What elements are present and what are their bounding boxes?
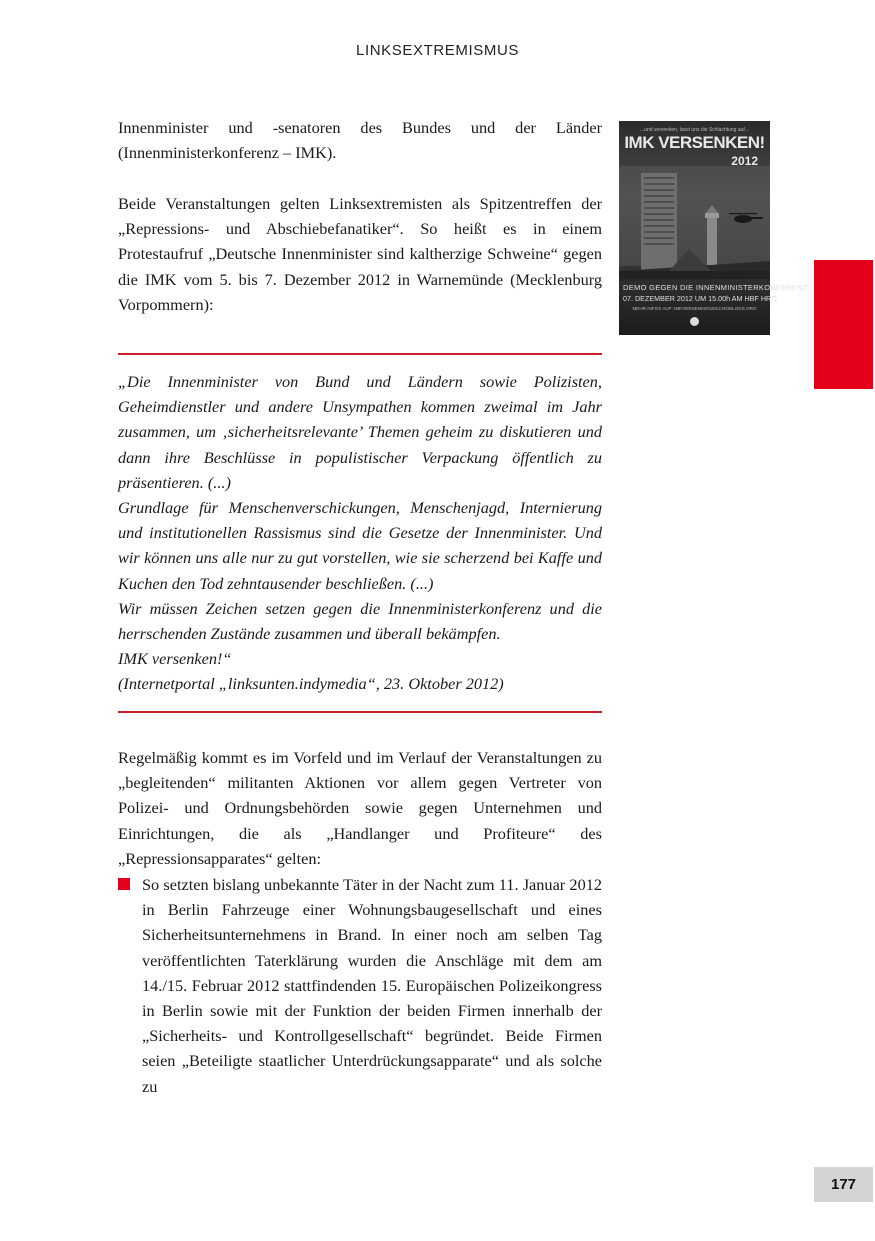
poster-year: 2012 <box>731 154 758 168</box>
poster-title: IMK VERSENKEN! <box>624 133 765 152</box>
paragraph-events: Beide Veranstaltungen gelten Linksextremisten als Spitzentreffen der „Repressions- und Abschiebefanatiker“. So heißt es in einem Protestaufruf „Deutsche Innenminister sind kaltherzige Schweine“ gegen die IMK vom 5. bis 7. Dezember 2012 in Warnemünde (Mecklenburg Vorpommern): <box>118 194 602 314</box>
paragraph-intro: Innenminister und -senatoren des Bundes und der Länder (Innenministerkonferenz – IMK). <box>118 118 602 163</box>
poster-demo-line: DEMO GEGEN DIE INNENMINISTERKONFERENZ <box>623 283 808 292</box>
quote-paragraph-2: Grundlage für Menschenverschickungen, Menschenjagd, Internierung und institutionellen Rassismus sind die Gesetze der Innenminister. Und wir können uns alle nur zu gut vorstellen, wie sie scherzend bei Kaffe und Kuchen den Tod zehntausender beschließen. (...) <box>118 498 602 593</box>
quote-paragraph-4: IMK versenken!“ <box>118 649 232 669</box>
quote-paragraph-1: „Die Innenminister von Bund und Ländern sowie Polizisten, Geheimdienstler und andere Unsympathen kommen zweimal im Jahr zusammen, um ‚sicherheitsrelevante’ Themen geheim zu diskutieren und dann ihre Beschlüsse in populistischer Verpackung öffentlich zu präsentieren. (...) <box>118 372 602 492</box>
poster-tagline: ...und versenken, lasst uns die Schlachtung auf... <box>640 127 749 133</box>
paragraph-actions: Regelmäßig kommt es im Vorfeld und im Verlauf der Veranstaltungen zu „begleitenden“ militanten Aktionen vor allem gegen Vertreter von Polizei- und Ordnungsbehörden sowie gegen Unternehmen und Einrichtungen, die als „Handlanger und Profiteure“ des „Repressionsapparates“ gelten: <box>118 748 602 868</box>
tower-block <box>641 173 677 271</box>
list-item <box>118 872 602 1099</box>
running-header: LINKSEXTREMISMUS <box>356 42 519 59</box>
quote-paragraph-3: Wir müssen Zeichen setzen gegen die Innenministerkonferenz und die herrschenden Zustände zusammen und überall bekämpfen. <box>118 598 602 644</box>
poster-info-line: MEHR INFOS AUF: IMKVERSENKEN2012.NOBLOGS.ORG <box>632 306 757 311</box>
page-number: 177 <box>814 1167 873 1202</box>
imk-poster-image <box>619 121 808 335</box>
chapter-marker-tab <box>814 260 873 389</box>
quote-box <box>118 353 602 713</box>
poster-logo-icon <box>690 317 699 326</box>
poster-date-line: 07. DEZEMBER 2012 UM 15.00h AM HBF HRO <box>623 294 777 303</box>
bullet-text: So setzten bislang unbekannte Täter in der Nacht zum 11. Januar 2012 in Berlin Fahrzeuge einer Wohnungsbaugesellschaft und eines Sicherheitsunternehmens in Brand. In einer noch am selben Tag veröffentlichten Taterklärung wurden die Anschläge mit dem am 14./15. Februar 2012 stattfindenden 15. Europäischen Polizeikongress in Berlin sowie mit der Funktion der beiden Firmen innerhalb der „Sicherheits- und Kontrollgesellschaft“ begründet. Beide Firmen seien „Beteiligte staatlicher Unterdrückungsapparate“ und als solche zu <box>142 875 602 1096</box>
red-square-bullet-icon <box>118 878 130 890</box>
bullet-list <box>118 872 602 1099</box>
quote-source: (Internetportal „linksunten.indymedia“, 23. Oktober 2012) <box>118 674 504 694</box>
lighthouse <box>707 217 717 265</box>
